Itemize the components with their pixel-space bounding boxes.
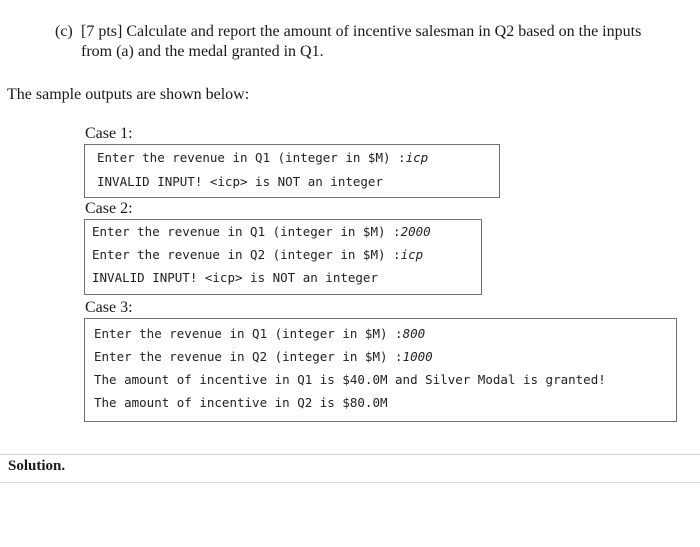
question-line-2: from (a) and the medal granted in Q1. xyxy=(81,43,324,60)
console-line: Enter the revenue in Q1 (integer in $M) :2000 xyxy=(92,224,431,239)
case-1-console xyxy=(84,144,500,198)
intro-text: The sample outputs are shown below: xyxy=(7,86,250,103)
console-line: The amount of incentive in Q1 is $40.0M and Silver Modal is granted! xyxy=(94,372,606,387)
console-line: Enter the revenue in Q1 (integer in $M) :800 xyxy=(94,326,426,341)
question-text xyxy=(55,22,685,62)
question-line-1: [7 pts] Calculate and report the amount of incentive salesman in Q2 based on the inputs xyxy=(81,23,642,40)
console-line: INVALID INPUT! <icp> is NOT an integer xyxy=(97,174,383,189)
console-line: Enter the revenue in Q2 (integer in $M) :icp xyxy=(92,247,424,262)
console-line: INVALID INPUT! <icp> is NOT an integer xyxy=(92,270,378,285)
case-2-console xyxy=(84,219,482,295)
solution-divider xyxy=(0,482,700,483)
case-3-label: Case 3: xyxy=(85,299,133,316)
question-label: (c) xyxy=(55,23,73,40)
case-3-console xyxy=(84,318,677,422)
solution-label: Solution. xyxy=(8,458,66,474)
console-line: The amount of incentive in Q2 is $80.0M xyxy=(94,395,388,410)
case-1-label: Case 1: xyxy=(85,125,133,142)
console-line: Enter the revenue in Q1 (integer in $M) :icp xyxy=(97,150,429,165)
solution-area[interactable] xyxy=(0,454,700,547)
console-line: Enter the revenue in Q2 (integer in $M) :1000 xyxy=(94,349,433,364)
case-2-label: Case 2: xyxy=(85,200,133,217)
